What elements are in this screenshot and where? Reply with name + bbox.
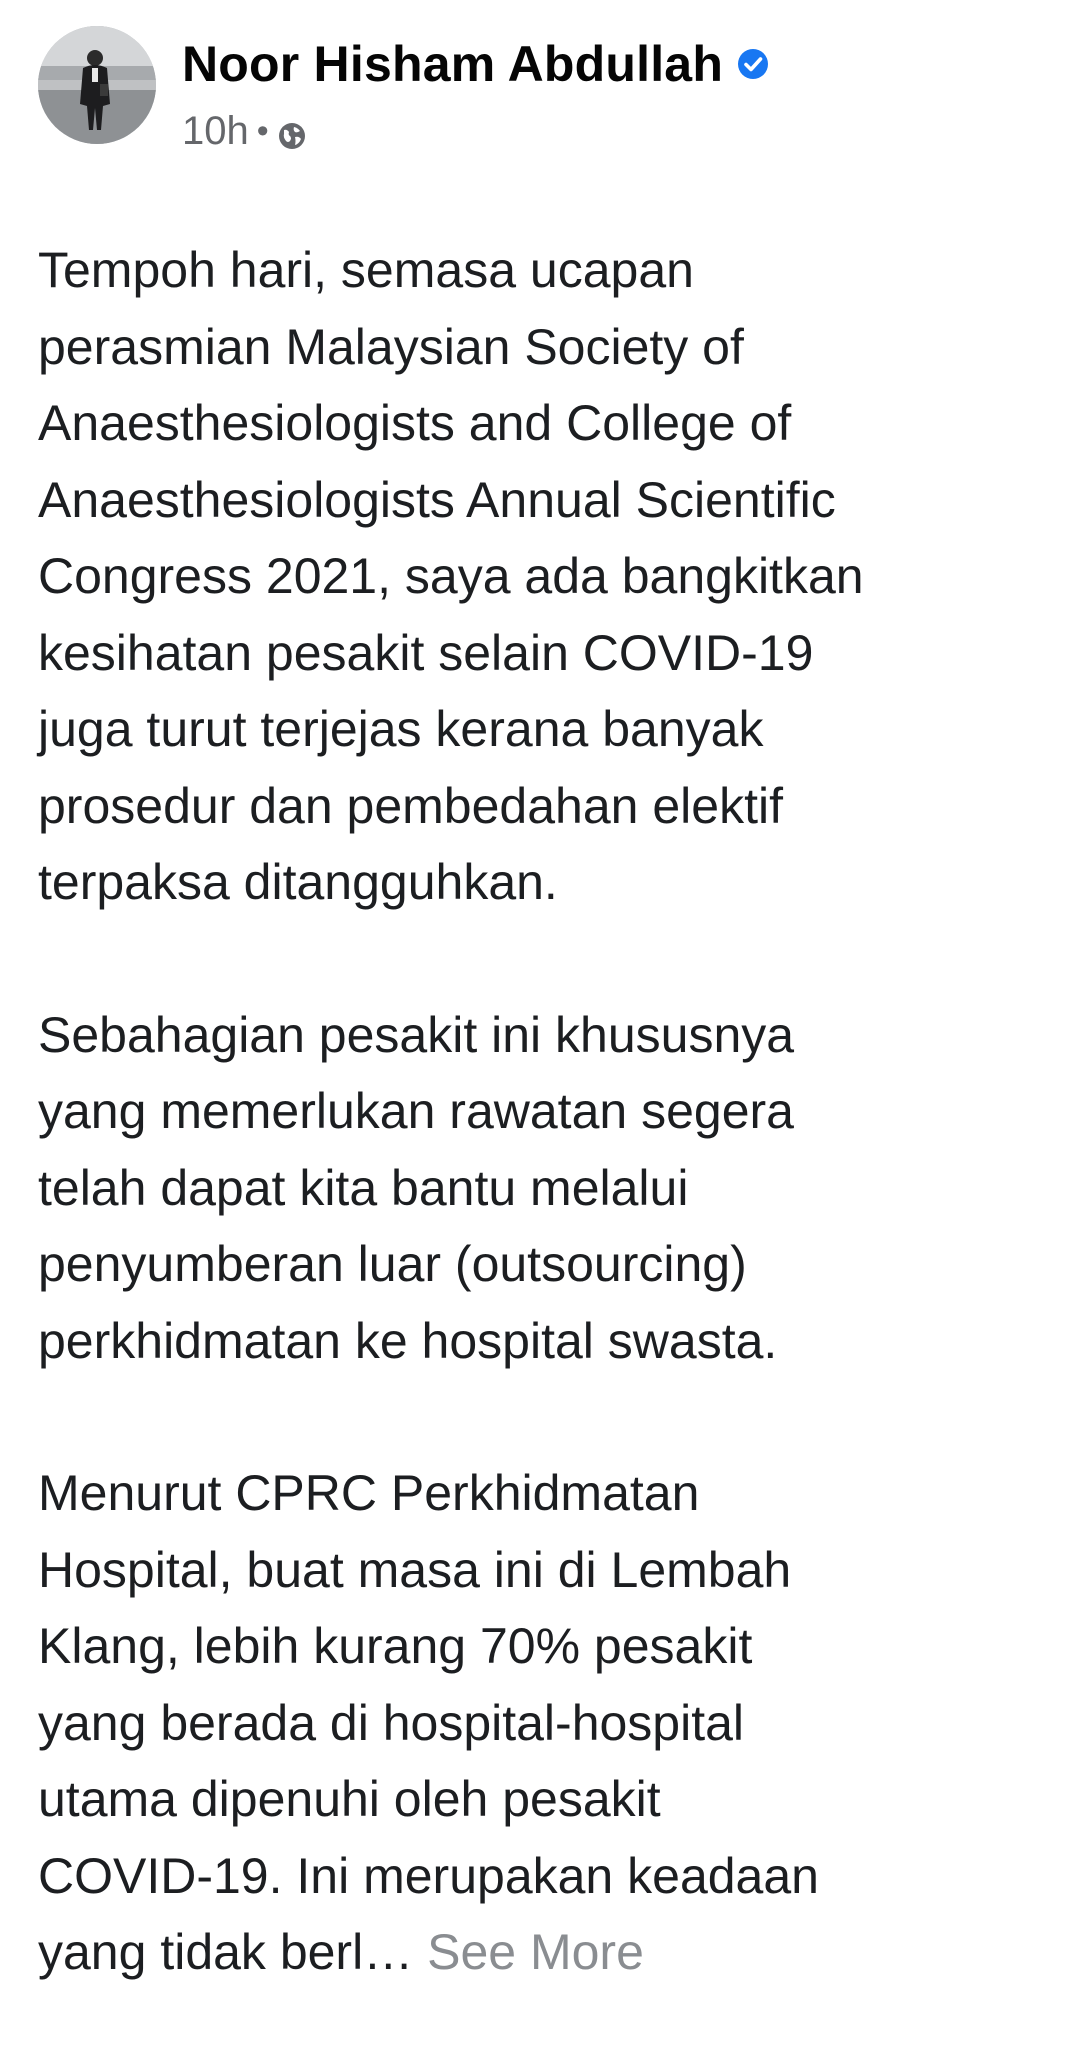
text-line: penyumberan luar (outsourcing) xyxy=(38,1236,747,1292)
text-line: perkhidmatan ke hospital swasta. xyxy=(38,1312,778,1369)
avatar[interactable] xyxy=(38,26,156,144)
text-line: Tempoh hari, semasa ucapan xyxy=(38,242,694,298)
meta-separator: • xyxy=(256,111,269,150)
text-line: telah dapat kita bantu melalui xyxy=(38,1159,689,1216)
text-line: yang berada di hospital-hospital xyxy=(38,1694,745,1751)
text-line-truncated xyxy=(38,1914,1058,1991)
post-paragraph xyxy=(38,232,1058,921)
post-paragraph xyxy=(38,997,1058,1380)
text-line: yang memerlukan rawatan segera xyxy=(38,1083,794,1139)
post-header xyxy=(38,26,1038,153)
author-name[interactable]: Noor Hisham Abdullah xyxy=(182,36,724,92)
text-line: kesihatan pesakit selain COVID-19 xyxy=(38,624,814,681)
text-line: prosedur dan pembedahan elektif xyxy=(38,777,783,834)
profile-photo xyxy=(38,26,156,144)
truncated-text: yang tidak berl xyxy=(38,1924,364,1980)
text-line: Klang, lebih kurang 70% pesakit xyxy=(38,1618,753,1674)
text-line: Congress 2021, saya ada bangkitkan xyxy=(38,548,864,604)
author-row xyxy=(182,32,769,96)
text-line: Sebahagian pesakit ini khususnya xyxy=(38,1006,795,1063)
text-line: terpaksa ditangguhkan. xyxy=(38,854,558,910)
globe-icon[interactable] xyxy=(277,116,307,146)
text-line: Hospital, buat masa ini di Lembah xyxy=(38,1541,792,1598)
post-text xyxy=(38,232,1058,2067)
text-line: juga turut terjejas kerana banyak xyxy=(38,701,764,757)
post-time[interactable]: 10h xyxy=(182,108,249,153)
see-more-link[interactable]: See More xyxy=(427,1924,644,1980)
text-line: utama dipenuhi oleh pesakit xyxy=(38,1771,661,1827)
text-line: Menurut CPRC Perkhidmatan xyxy=(38,1465,700,1521)
text-line: Anaesthesiologists and College of xyxy=(38,395,792,451)
ellipsis: … xyxy=(363,1924,414,1980)
verified-badge-icon xyxy=(737,48,769,80)
post-paragraph xyxy=(38,1455,1058,1991)
text-line: perasmian Malaysian Society of xyxy=(38,318,744,375)
text-line: COVID-19. Ini merupakan keadaan xyxy=(38,1847,819,1904)
post-meta xyxy=(182,108,307,154)
text-line: Anaesthesiologists Annual Scientific xyxy=(38,471,836,528)
